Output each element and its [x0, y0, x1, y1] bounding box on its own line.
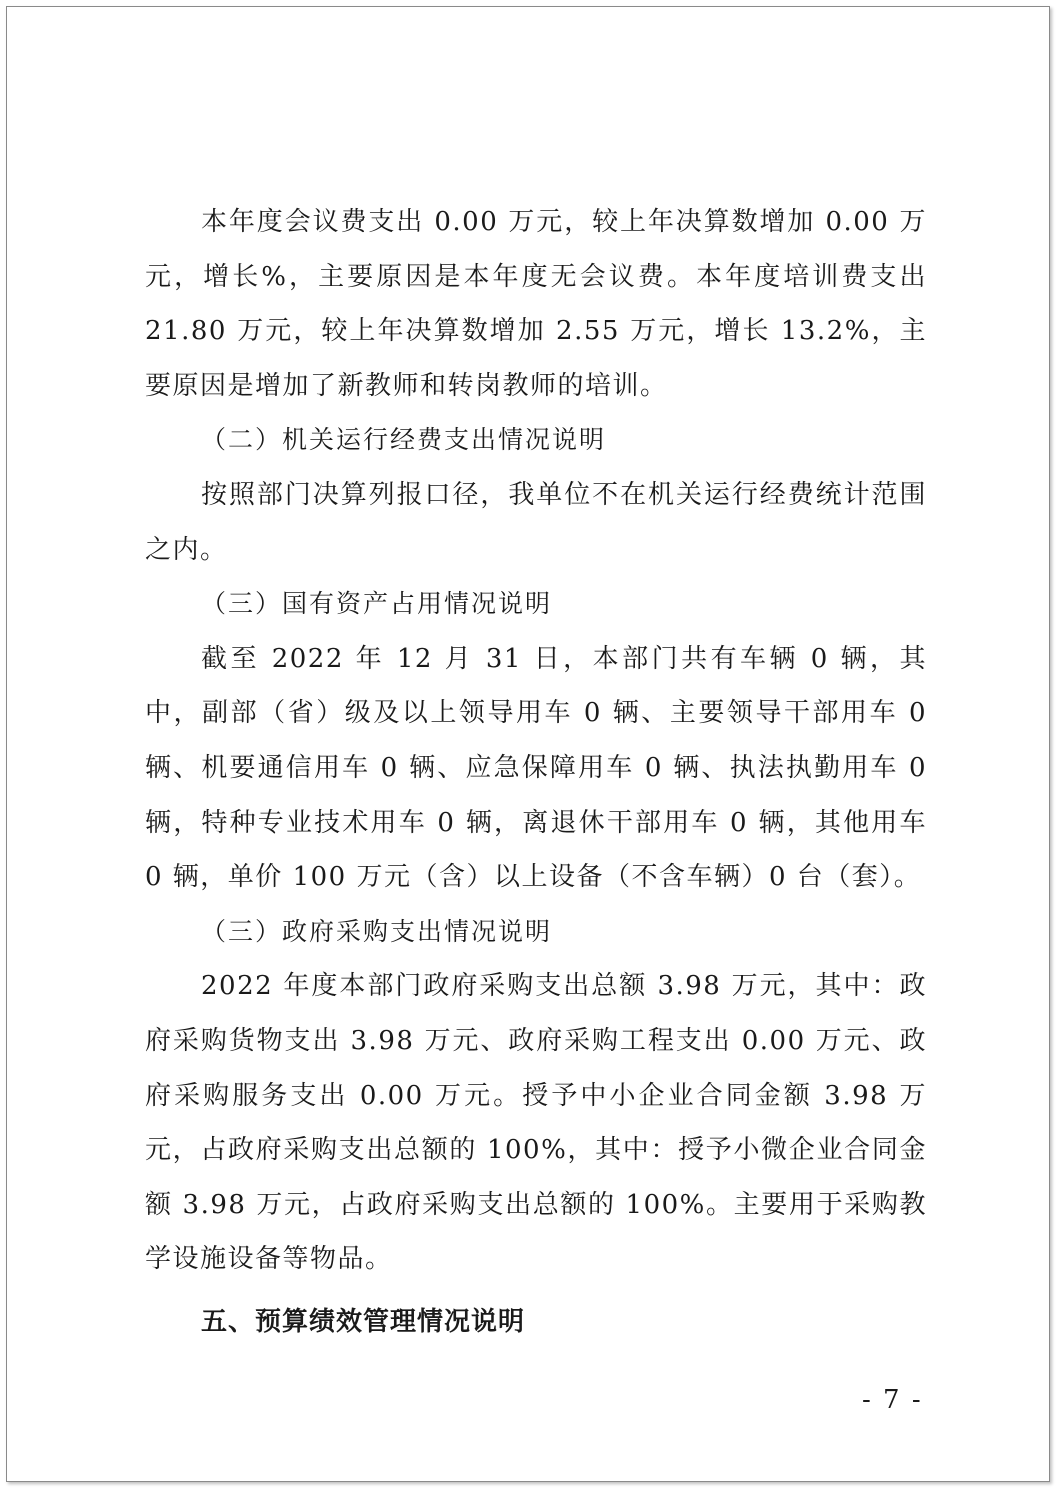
document-body: [145, 195, 927, 1349]
paragraph-meeting-training-fees: 本年度会议费支出 0.00 万元，较上年决算数增加 0.00 万元，增长%，主要原因是本年度无会议费。本年度培训费支出 21.80 万元，较上年决算数增加 2.55 万元，增长 13.2%，主要原因是增加了新教师和转岗教师的培训。: [145, 207, 927, 401]
heading-state-assets: （三）国有资产占用情况说明: [201, 589, 553, 619]
heading-budget-performance: 五、预算绩效管理情况说明: [201, 1306, 526, 1337]
document-page: [6, 6, 1050, 1482]
heading-agency-operating-costs: （二）机关运行经费支出情况说明: [201, 425, 607, 455]
paragraph-state-assets: 截至 2022 年 12 月 31 日，本部门共有车辆 0 辆，其中，副部（省）级及以上领导用车 0 辆、主要领导干部用车 0 辆、机要通信用车 0 辆、应急保障用车 0 辆、执法执勤用车 0 辆，特种专业技术用车 0 辆，离退休干部用车 0 辆，其他用车 0 辆，单价 100 万元（含）以上设备（不含车辆）0 台（套）。: [145, 643, 927, 893]
paragraph-government-procurement: 2022 年度本部门政府采购支出总额 3.98 万元，其中：政府采购货物支出 3.98 万元、政府采购工程支出 0.00 万元、政府采购服务支出 0.00 万元。授予中小企业合同金额 3.98 万元，占政府采购支出总额的 100%，其中：授予小微企业合同金额 3.98 万元，占政府采购支出总额的 100%。主要用于采购教学设施设备等物品。: [145, 971, 927, 1275]
page-number: - 7 -: [862, 1385, 923, 1415]
heading-government-procurement: （三）政府采购支出情况说明: [201, 916, 553, 946]
paragraph-agency-operating-costs: 按照部门决算列报口径，我单位不在机关运行经费统计范围之内。: [145, 479, 927, 565]
